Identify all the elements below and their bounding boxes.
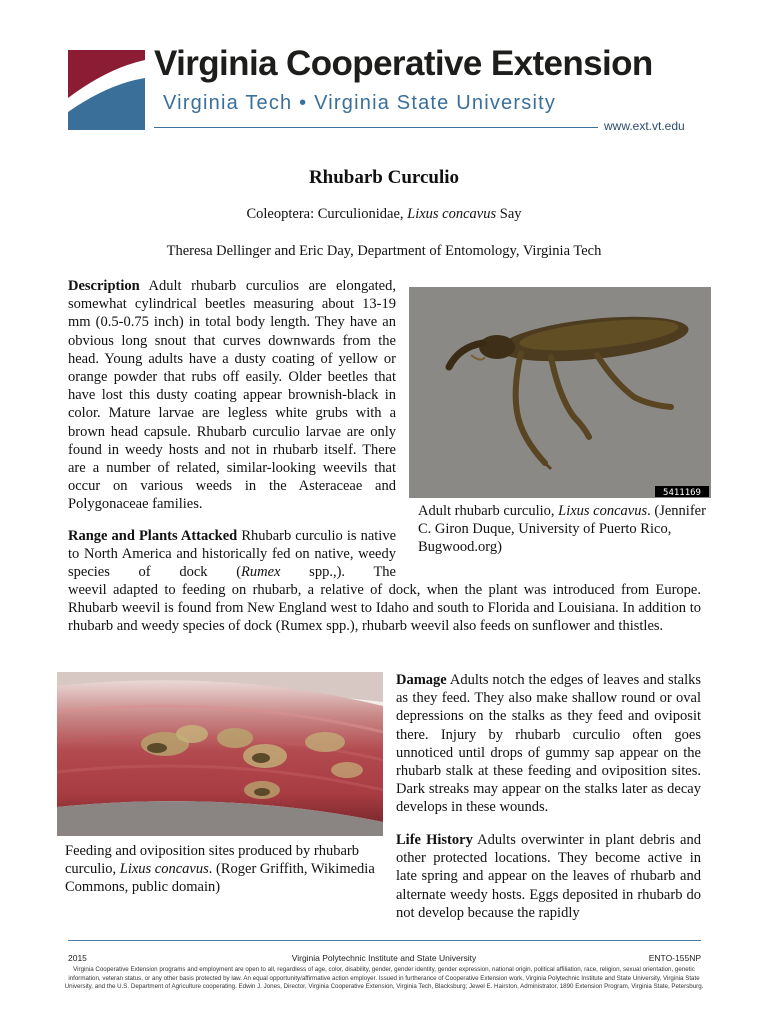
range-text-a: Rhubarb curculio is native to North America and historically fed on native, weedy species of dock (: [68, 528, 397, 581]
damage-paragraph: [396, 671, 701, 817]
footer-publication-code: ENTO-155NP: [648, 953, 701, 963]
footer-divider: [68, 940, 701, 941]
header-divider: [154, 127, 598, 128]
range-text-a-end: spp.,). The: [280, 564, 396, 581]
description-paragraph: [68, 277, 396, 514]
footer-disclaimer: Virginia Cooperative Extension programs and employment are open to all, regardless of age, color, disability, gender, gender identity, gender expression, national origin, political affiliation, race, religion, sexual orientation, genetic information, veteran status, or any other basis protected by law. An equal opportunity/affirmative action employer. Issued in furtherance of Cooperative Extension work, Virginia Polytechnic Institute and State University, Virginia State University, and the U.S. Department of Agriculture cooperating. Edwin J. Jones, Director, Virginia Cooperative Extension, Virginia Tech, Blacksburg; Jewel E. Hairston, Administrator, 1890 Extension Program, Virginia State, Petersburg.: [64, 966, 704, 991]
weevil-caption: [418, 502, 708, 557]
stalk-caption-suffix: . (Roger Griffith, Wikimedia Commons, public domain): [65, 861, 375, 896]
weevil-caption-prefix: Adult rhubarb curculio,: [418, 503, 559, 519]
rhubarb-stalk-photo: [57, 672, 383, 836]
life-history-heading: Life History: [396, 832, 473, 848]
range-heading: Range and Plants Attacked: [68, 528, 238, 544]
range-paragraph-continued: weevil adapted to feeding on rhubarb, a relative of dock, when the plant was introduced from Europe. Rhubarb weevil is found from New England west to Idaho and south to Florida and Louisiana. In addition to rhubarb and weedy species of dock (Rumex spp.), rhubarb weevil also feeds on sunflower and thistles.: [68, 582, 701, 635]
taxonomy-line: [0, 206, 768, 223]
vce-logo: [68, 50, 145, 130]
brand-title: Virginia Cooperative Extension: [154, 44, 653, 83]
brand-subtitle: Virginia Tech • Virginia State University: [163, 92, 557, 114]
weevil-photo: [409, 287, 711, 498]
stalk-caption-species: Lixus concavus: [119, 861, 209, 878]
range-genus: Rumex: [241, 564, 281, 581]
taxonomy-prefix: Coleoptera: Curculionidae,: [246, 206, 408, 222]
range-paragraph-start: [68, 527, 396, 582]
stalk-caption: [65, 842, 375, 897]
weevil-caption-suffix: . (Jennifer C. Giron Duque, University of Puerto Rico, Bugwood.org): [418, 503, 706, 556]
damage-text: Adults notch the edges of leaves and stalks as they feed. They also make shallow round or oval depressions on the stalks as they feed and oviposit there. Injury by rhubarb curculio often goes unnoticed until drops of gummy sap appear on the rhubarb stalk at these feeding and oviposition sites. Dark streaks may appear on the stalks later as decay develops in these wounds.: [396, 672, 702, 816]
description-heading: Description: [68, 278, 140, 294]
footer-institution: Virginia Polytechnic Institute and State University: [291, 953, 477, 963]
weevil-image-id: 5411169: [663, 488, 701, 498]
document-title: Rhubarb Curculio: [308, 167, 460, 188]
authors-line: Theresa Dellinger and Eric Day, Department of Entomology, Virginia Tech: [166, 243, 602, 259]
stalk-caption-prefix: Feeding and oviposition sites produced by rhubarb curculio,: [65, 843, 359, 878]
brand-url[interactable]: www.ext.vt.edu: [604, 119, 685, 133]
life-history-paragraph: [396, 831, 701, 922]
footer-year: 2015: [68, 953, 87, 963]
damage-heading: Damage: [396, 672, 447, 688]
description-text: Adult rhubarb curculios are elongated, somewhat cylindrical beetles measuring about 13-19 mm (0.5-0.75 inch) in total body length. They have an obvious long snout that curves downwards from the head. Young adults have a dusty coating of yellow or orange powder that rubs off easily. Older beetles that have lost this dusty coating appear brownish-black in color. Mature larvae are legless white grubs with a brown head capsule. Rhubarb curculio larvae are only found in weedy hosts and not in rhubarb itself. There are a number of related, similar-looking weevils that occur on various weeds in the Asteraceae and Polygonaceae families.: [68, 278, 396, 513]
taxonomy-species: Lixus concavus: [407, 206, 497, 222]
taxonomy-suffix: Say: [496, 206, 522, 222]
weevil-caption-species: Lixus concavus: [558, 503, 648, 519]
life-history-text: Adults overwinter in plant debris and other protected locations. They become active in late spring and appear on the leaves of rhubarb and alternate weedy hosts. Eggs deposited in rhubarb do not develop because the rapidly: [396, 832, 701, 921]
